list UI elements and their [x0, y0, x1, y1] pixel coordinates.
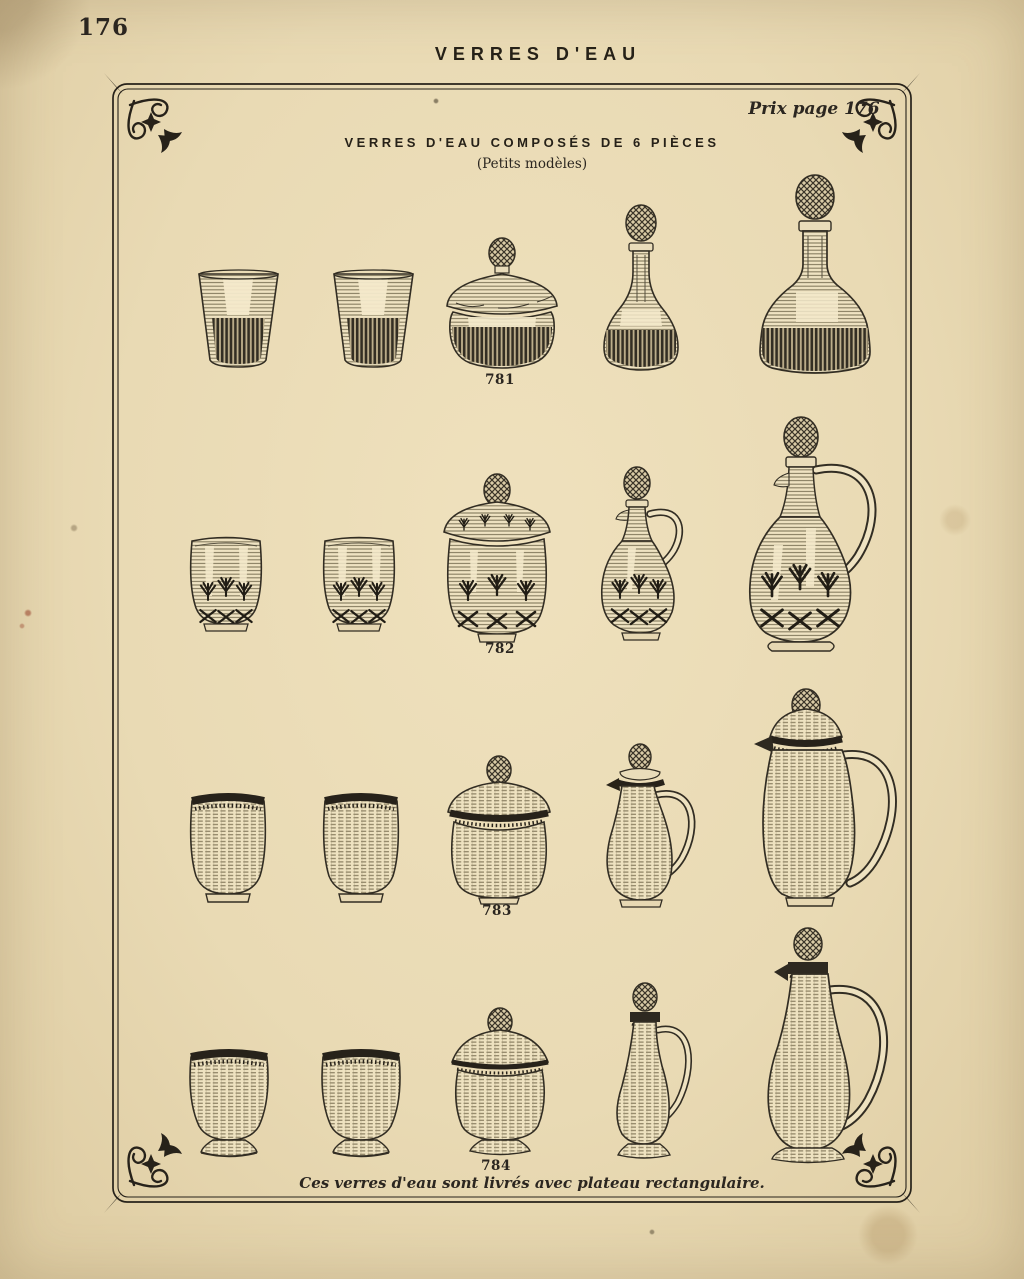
model-number-782: 782: [485, 641, 515, 657]
illustration-783-cup: [191, 797, 266, 902]
illustration-782-tumbler-2: [324, 538, 395, 632]
illustration-782-ewer: [750, 417, 872, 651]
model-number-781: 781: [485, 372, 515, 388]
illustration-784-slim-ewer: [617, 983, 689, 1158]
model-number-783: 783: [482, 903, 512, 919]
illustration-781-tumbler-2: [334, 270, 413, 367]
model-number-784: 784: [481, 1158, 511, 1174]
illustration-781-small-decanter: [604, 205, 678, 370]
illustration-784-footed-tumbler: [190, 1053, 268, 1157]
corner-ornament-bottom-right: [842, 1133, 920, 1213]
page-number: 176: [78, 14, 130, 41]
illustration-784-large-ewer: [768, 928, 883, 1163]
series-subtitle-note: (Petits modèles): [476, 156, 588, 172]
illustration-783-covered-pot: [448, 756, 550, 904]
illustration-781-tumbler: [199, 270, 278, 367]
footer-caption: Ces verres d'eau sont livrés avec plateau rectangulaire.: [299, 1174, 765, 1192]
illustration-781-covered-sugar-bowl: [447, 238, 557, 368]
corner-ornament-bottom-left: [104, 1133, 182, 1213]
illustration-783-pitcher: [754, 689, 892, 906]
illustration-784-footed-tumbler-2: [322, 1053, 400, 1157]
page-title: VERRES D'EAU: [434, 44, 642, 64]
corner-ornament-top-left: [104, 73, 182, 153]
price-reference: Prix page 176: [748, 99, 880, 119]
illustration-783-cup-2: [324, 797, 399, 902]
illustration-783-small-jug: [606, 744, 692, 907]
illustration-782-tumbler: [191, 538, 262, 632]
illustration-784-covered-jar: [452, 1008, 548, 1155]
illustration-781-large-decanter: [760, 175, 870, 373]
illustration-782-cruet: [602, 467, 680, 640]
illustration-782-covered-pot: [444, 474, 550, 642]
series-subtitle: VERRES D'EAU COMPOSÉS DE 6 PIÈCES: [344, 135, 720, 150]
